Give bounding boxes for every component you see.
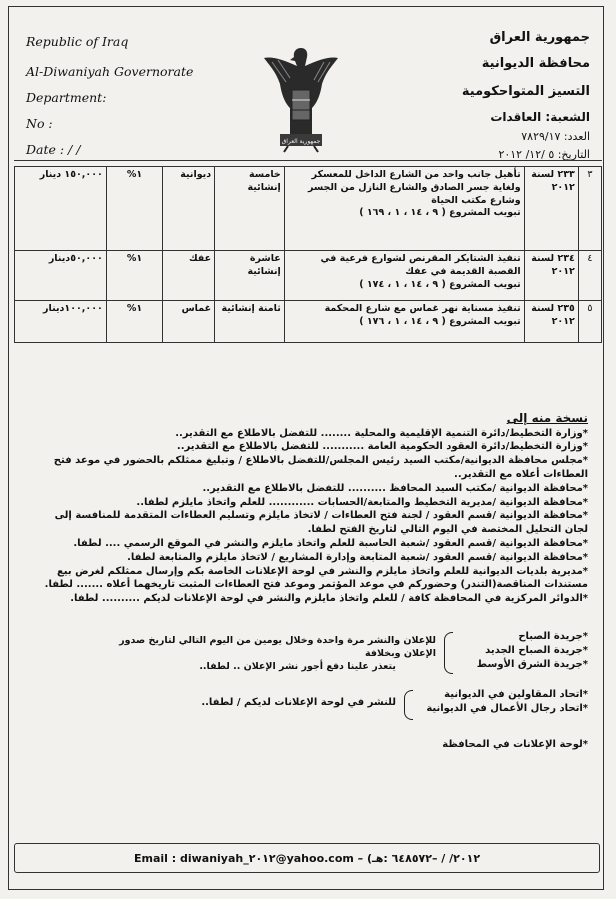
copy-item: *مجلس محافظة الديوانية/مكتب السيد رئيس المجلس/للتفضل بالاطلاع / وتبليغ ممثلكم بالحضور في موعد فتح العطاءات أعلاه مع التقدير.. <box>53 455 588 480</box>
cell-seq: ٤ <box>578 251 601 301</box>
newspapers-brace <box>444 632 453 674</box>
eagle-emblem-icon <box>262 42 340 154</box>
copy-item: *مديرية بلديات الديوانية للعلم واتخاذ مايلزم والنشر في لوحة الإعلانات الخاصة بكم وإرسال ممثلكم لغرض بيع مستندات المناقصة(التندر) وحضوركم في موعد المؤتمر وموعد فتح العطاءات المثبت تاريخهما أعلاه ....... لطفا. <box>44 565 588 591</box>
cell-grade: خامسة إنشائية <box>215 167 285 251</box>
copy-item: *محافظة الديوانية /قسم العقود /شعبة الحاسبة للعلم واتخاذ مايلزم والنشر في الموقع الرسمي .... لطفا. <box>73 537 588 549</box>
cell-location: عفك <box>163 251 215 301</box>
unions-brace <box>404 690 413 720</box>
footer-box <box>14 843 600 873</box>
newspapers-list <box>448 630 588 671</box>
header-divider <box>14 160 602 161</box>
cell-amount: ٥٠,٠٠٠دينار <box>15 251 107 301</box>
newspapers-note-line: يتعذر علينا دفع أجور نشر الإعلان .. لطفا.. <box>199 661 396 673</box>
newspaper-item: *جريدة الصباح الجديد <box>485 644 588 656</box>
copy-item: *محافظة الديوانية /قسم العقود / لجنة فتح العطاءات / لاتخاذ مايلزم وتسليم العطاءات المتقدمة للمنافسة إلى لجان التحليل المختصة في اليوم التالي لتاريخ الفتح لطفا. <box>54 510 588 536</box>
newspapers-note <box>96 634 436 673</box>
copy-item: *محافظة الديوانية /مكتب السيد المحافظ .......... للتفضل بالاطلاع مع التقدير.. <box>202 482 588 494</box>
description-text: تنفيذ الشتايكر المقرنص لشوارع فرعية في القصبة القديمة في عفك <box>320 253 521 277</box>
en-country: Republic of Iraq <box>26 34 129 49</box>
cell-number: ٢٣٥ لسنة ٢٠١٢ <box>524 301 578 343</box>
classification-text: تبويب المشروع ( ٩ ، ١٤ ، ١ ، ١٧٤ ) <box>359 278 521 290</box>
cell-number: ٢٣٣ لسنة ٢٠١٢ <box>524 167 578 251</box>
en-governorate: Al-Diwaniyah Governorate <box>26 64 194 79</box>
copy-item: *محافظة الديوانية /مديرية التخطيط والمتابعة/الحسابات ............ للعلم واتخاذ مايلزم لطفا.. <box>136 496 588 508</box>
copy-item: *وزارة التخطيط/دائرة العقود الحكومية العامة ........... للتفضل بالاطلاع مع التقدير.. <box>176 441 588 453</box>
copy-item: *وزارة التخطيط/دائرة التنمية الإقليمية والمحلية ........ للتفضل بالاطلاع مع التقدير.. <box>175 427 588 439</box>
unions-note: للنشر في لوحة الإعلانات لديكم / لطفا.. <box>201 697 396 708</box>
copies-list <box>28 410 588 606</box>
en-date: Date : / / <box>26 142 81 157</box>
projects-table <box>14 166 602 343</box>
cell-amount: ١٥٠,٠٠٠ دينار <box>15 167 107 251</box>
cell-grade: عاشرة إنشائية <box>215 251 285 301</box>
ar-date: التاريخ: ٥ /١٢/ ٢٠١٢ <box>498 148 590 161</box>
board-item: *لوحة الإعلانات في المحافظة <box>442 739 588 750</box>
classification-text: تبويب المشروع ( ٩ ، ١٤ ، ١ ، ١٦٩ ) <box>359 207 521 219</box>
ar-section: الشعبة: العاقدات <box>490 110 590 124</box>
table-row <box>15 301 602 343</box>
cell-location: غماس <box>163 301 215 343</box>
table-row <box>15 251 602 301</box>
description-text: تنفيذ مسناية نهر غماس مع شارع المحكمة <box>324 303 521 314</box>
cell-percent: ١% <box>106 251 162 301</box>
cell-number: ٢٣٤ لسنة ٢٠١٢ <box>524 251 578 301</box>
copy-item: *الدوائر المركزية في المحافظة كافة / للعلم واتخاذ مايلزم والنشر في لوحة الإعلانات لديكم .......... لطفا. <box>70 593 588 605</box>
cell-percent: ١% <box>106 301 162 343</box>
copies-heading: نسخة منه إلى <box>506 411 588 425</box>
copy-item: *محافظة الديوانية /قسم العقود /شعبة المتابعة وإدارة المشاريع / لاتخاذ مايلزم والمتابعة لطفا. <box>127 551 588 563</box>
footer-contact: Email : diwaniyah_٢٠١٢@yahoo.com – (٢٠١٢/ / –٦٤٨٥٧٢ :هـ <box>133 852 481 865</box>
emblem-label: جمهورية العراق <box>281 138 321 145</box>
cell-amount: ١٠٠,٠٠٠دينار <box>15 301 107 343</box>
ar-governorate: محافظة الديوانية <box>481 56 590 71</box>
classification-text: تبويب المشروع ( ٩ ، ١٤ ، ١ ، ١٧٦ ) <box>359 315 521 327</box>
table-row <box>15 167 602 251</box>
union-item: *اتحاد المقاولين في الديوانية <box>444 689 588 700</box>
newspaper-item: *جريدة الصباح <box>518 631 588 642</box>
unions-list <box>408 688 588 716</box>
newspapers-note-line: للإعلان والنشر مرة واحدة وخلال يومين من اليوم التالي لتاريخ صدور الإعلان وبخلافة <box>119 635 436 660</box>
en-department: Department: <box>26 90 107 105</box>
union-item: *اتحاد رجال الأعمال في الديوانية <box>426 702 588 714</box>
en-no: No : <box>26 116 53 131</box>
cell-description <box>284 251 524 301</box>
ar-country: جمهورية العراق <box>489 30 590 45</box>
cell-description <box>284 167 524 251</box>
cell-percent: ١% <box>106 167 162 251</box>
cell-seq: ٣ <box>578 167 601 251</box>
ar-department: التسيز المتواحكومية <box>461 84 590 99</box>
cell-grade: ثامنة إنشائية <box>215 301 285 343</box>
newspaper-item: *جريدة الشرق الأوسط <box>476 658 588 670</box>
description-text: تأهيل جانب واحد من الشارع الداخل للمعسكر ولغاية جسر الصادق والشارع النازل من الجسر وشارع مكتب الحياة <box>307 169 521 206</box>
cell-description <box>284 301 524 343</box>
ar-number: العدد: ٧٨٢٩/١٧ <box>521 130 590 143</box>
cell-location: ديوانية <box>163 167 215 251</box>
cell-seq: ٥ <box>578 301 601 343</box>
